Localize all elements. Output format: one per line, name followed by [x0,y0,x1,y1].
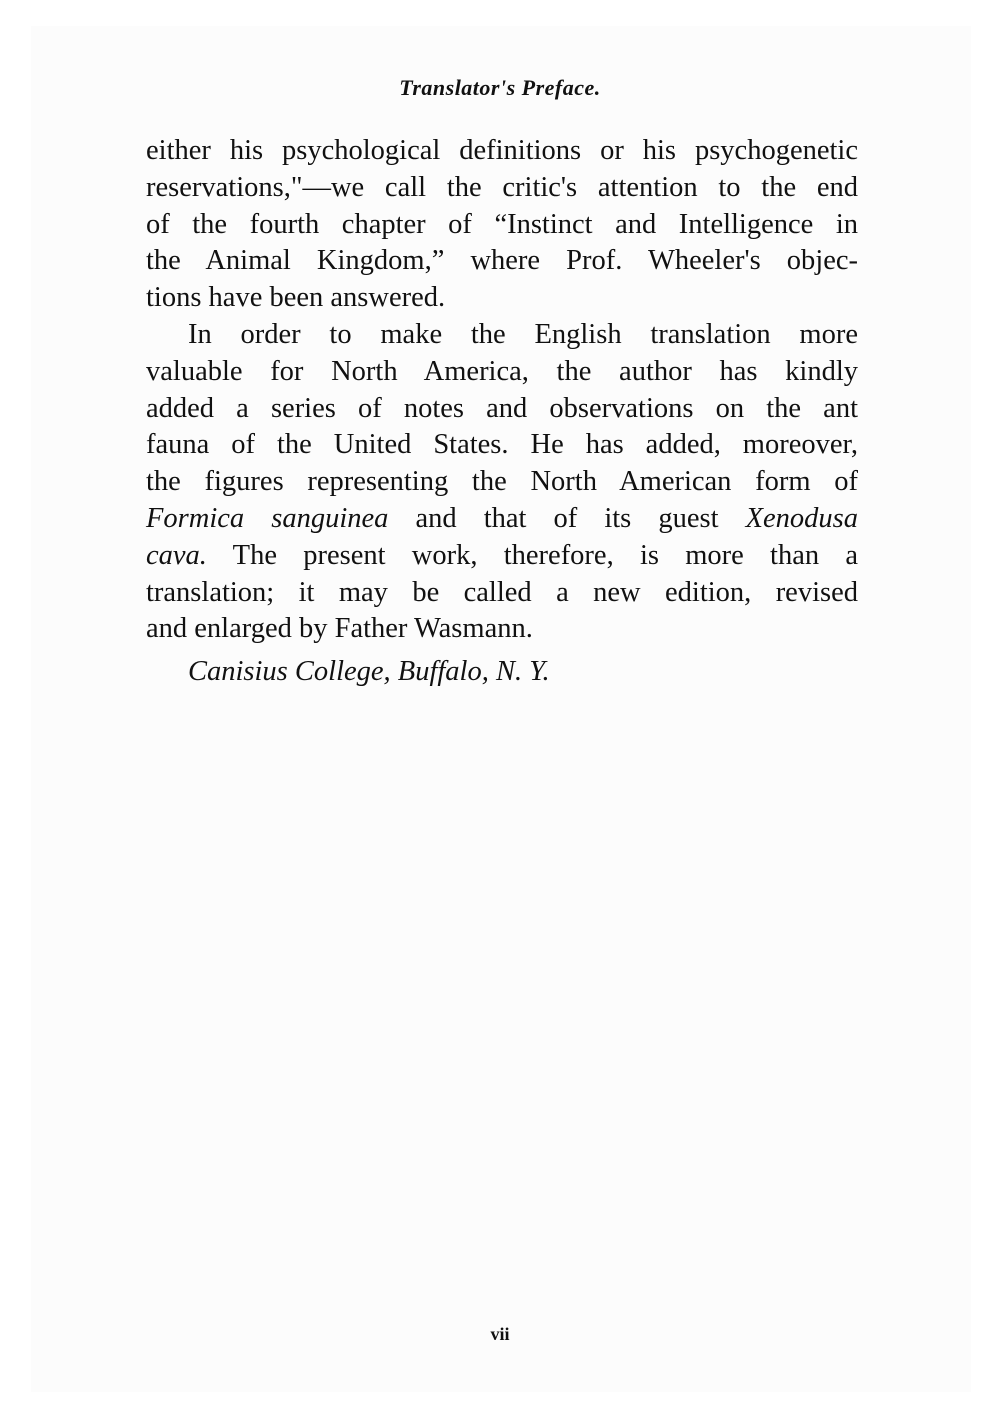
text-line: valuable for North America, the author has kindly [146,355,858,387]
paragraph-continuation [146,133,858,317]
species-name: Xenodusa [745,502,858,534]
text-line: tions have been answered. [146,282,446,314]
text-line: fauna of the United States. He has added, moreover, [146,429,858,461]
signature-place: Canisius College, Buffalo, N. Y. [188,656,550,688]
text-line: added a series of notes and observations on the ant [146,392,858,424]
species-name: cava. [146,539,207,571]
species-name: Formica sanguinea [146,502,389,534]
text-line [146,538,858,575]
text-line: In order to make the English translation more [188,318,858,350]
body-text [146,133,858,690]
text-line: the figures representing the North American form of [146,466,858,498]
text-line: reservations,"—we call the critic's attention to the end [146,171,858,203]
text-line: and enlarged by Father Wasmann. [146,613,533,645]
text-line [146,501,858,538]
paragraph-translation-note [146,317,858,648]
text-line: the Animal Kingdom,” where Prof. Wheeler's objec- [146,245,858,277]
text-line: translation; it may be called a new edition, revised [146,576,858,608]
text-line: either his psychological definitions or his psychogenetic [146,135,858,166]
text-run: and that of its guest [388,502,746,534]
text-run: The present work, therefore, is more than a [206,539,858,571]
running-head: Translator's Preface. [399,75,601,100]
page-number: vii [490,1324,510,1344]
text-line: of the fourth chapter of “Instinct and Intelligence in [146,208,858,240]
